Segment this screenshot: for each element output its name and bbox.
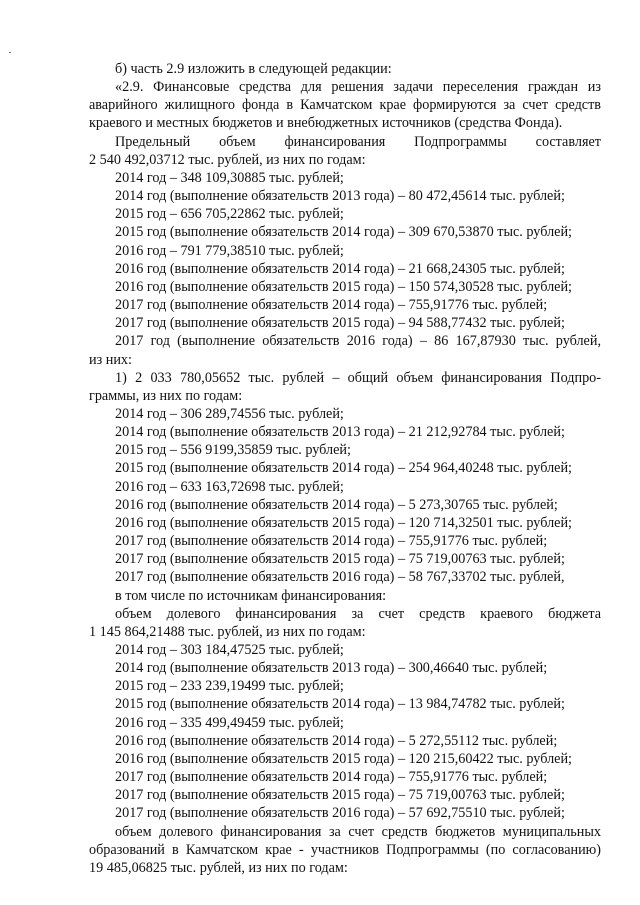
year-line: 2015 год (выполнение обязательств 2014 года) – 309 670,53870 тыс. рублей; <box>115 224 572 241</box>
year-line: 2014 год (выполнение обязательств 2013 года) – 300,46640 тыс. рублей; <box>115 660 548 677</box>
year-line: 2016 год (выполнение обязательств 2014 года) – 21 668,24305 тыс. рублей; <box>115 260 565 277</box>
year-line: 2014 год (выполнение обязательств 2013 года) – 80 472,45614 тыс. рублей; <box>115 188 565 205</box>
year-line: 2015 год – 233 239,19499 тыс. рублей; <box>115 678 344 695</box>
paragraph-line: «2.9. Финансовые средства для решения задачи переселения граждан из <box>115 79 601 96</box>
year-line: 2017 год (выполнение обязательств 2016 года) – 86 167,87930 тыс. рублей, <box>115 333 601 350</box>
paragraph-line: граммы, из них по годам: <box>89 387 243 404</box>
word: Подпрограммы <box>414 133 507 150</box>
year-line: 2017 год (выполнение обязательств 2015 года) – 75 719,00763 тыс. рублей; <box>115 551 565 568</box>
total-financing-line <box>89 133 601 151</box>
year-line: 2016 год (выполнение обязательств 2015 года) – 150 574,30528 тыс. рублей; <box>115 278 572 295</box>
year-line: 2015 год (выполнение обязательств 2014 года) – 13 984,74782 тыс. рублей; <box>115 696 565 713</box>
paragraph-line: 1) 2 033 780,05652 тыс. рублей – общий объем финансирования Подпро- <box>115 369 601 386</box>
year-line: 2016 год (выполнение обязательств 2015 года) – 120 714,32501 тыс. рублей; <box>115 514 572 531</box>
year-line: 2017 год (выполнение обязательств 2014 года) – 755,91776 тыс. рублей; <box>115 533 548 550</box>
year-line: 2016 год (выполнение обязательств 2015 года) – 120 215,60422 тыс. рублей; <box>115 750 572 767</box>
year-line: 2014 год – 348 109,30885 тыс. рублей; <box>115 169 344 186</box>
document-page <box>89 60 601 877</box>
word: финансирования <box>284 133 386 150</box>
scan-mark <box>9 52 11 53</box>
word: составляет <box>535 133 601 150</box>
year-line: 2015 год (выполнение обязательств 2014 года) – 254 964,40248 тыс. рублей; <box>115 460 572 477</box>
paragraph-line: 1 145 864,21488 тыс. рублей, из них по годам: <box>89 623 366 640</box>
year-line: 2014 год – 306 289,74556 тыс. рублей; <box>115 405 344 422</box>
year-line: 2016 год (выполнение обязательств 2014 года) – 5 273,30765 тыс. рублей; <box>115 496 558 513</box>
paragraph-line: 19 485,06825 тыс. рублей, из них по годам: <box>89 859 348 876</box>
paragraph-line: объем долевого финансирования за счет средств краевого бюджета <box>115 605 601 622</box>
year-line: 2015 год – 656 705,22862 тыс. рублей; <box>115 206 344 223</box>
year-line: 2017 год (выполнение обязательств 2014 года) – 755,91776 тыс. рублей; <box>115 769 548 786</box>
year-line: 2016 год – 791 779,38510 тыс. рублей; <box>115 242 344 259</box>
year-line: 2017 год (выполнение обязательств 2016 года) – 58 767,33702 тыс. рублей, <box>115 569 565 586</box>
word: объем <box>219 133 256 150</box>
paragraph-line: аварийного жилищного фонда в Камчатском крае формируются за счет средств <box>89 97 601 114</box>
word: Предельный <box>115 133 191 150</box>
paragraph-line: объем долевого финансирования за счет средств бюджетов муниципальных <box>115 823 601 840</box>
year-line: 2016 год – 335 499,49459 тыс. рублей; <box>115 714 344 731</box>
year-line: 2016 год (выполнение обязательств 2014 года) – 5 272,55112 тыс. рублей; <box>115 732 558 749</box>
paragraph-line: краевого и местных бюджетов и внебюджетных источников (средства Фонда). <box>89 115 563 132</box>
year-line: 2016 год – 633 163,72698 тыс. рублей; <box>115 478 344 495</box>
year-line: 2014 год – 303 184,47525 тыс. рублей; <box>115 642 344 658</box>
year-line: 2017 год (выполнение обязательств 2014 года) – 755,91776 тыс. рублей; <box>115 297 548 314</box>
year-line: 2017 год (выполнение обязательств 2015 года) – 75 719,00763 тыс. рублей; <box>115 787 565 804</box>
paragraph-line: образований в Камчатском крае - участников Подпрограммы (по согласованию) <box>89 841 601 858</box>
paragraph-line: из них: <box>89 351 132 368</box>
intro-line: б) часть 2.9 изложить в следующей редакции: <box>115 61 392 77</box>
paragraph-line: 2 540 492,03712 тыс. рублей, из них по годам: <box>89 151 366 168</box>
year-line: 2017 год (выполнение обязательств 2015 года) – 94 588,77432 тыс. рублей; <box>115 315 565 332</box>
year-line: 2015 год – 556 9199,35859 тыс. рублей; <box>115 442 351 459</box>
paragraph-line: в том числе по источникам финансирования: <box>115 587 387 604</box>
year-line: 2017 год (выполнение обязательств 2016 года) – 57 692,75510 тыс. рублей; <box>115 805 565 822</box>
year-line: 2014 год (выполнение обязательств 2013 года) – 21 212,92784 тыс. рублей; <box>115 424 565 441</box>
